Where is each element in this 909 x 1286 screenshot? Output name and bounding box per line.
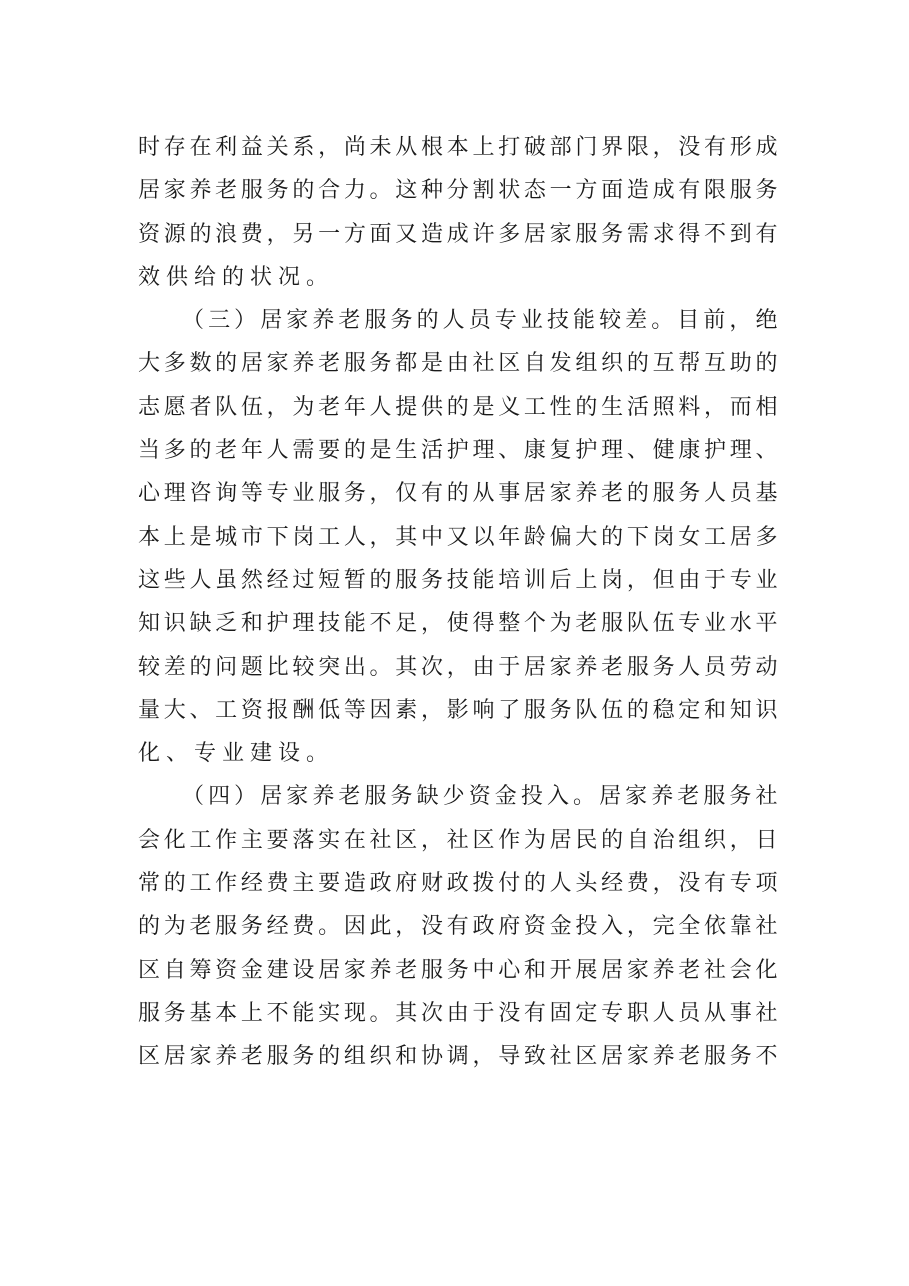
text-line: 本上是城市下岗工人，其中又以年龄偏大的下岗女工居多: [138, 524, 778, 550]
text-line: 区自筹资金建设居家养老服务中心和开展居家养老社会化: [138, 957, 778, 983]
text-line: 知识缺乏和护理技能不足，使得整个为老服队伍专业水平: [138, 611, 778, 637]
text-line: 这些人虽然经过短暂的服务技能培训后上岗，但由于专业: [138, 567, 778, 593]
text-line: 时存在利益关系，尚未从根本上打破部门界限，没有形成: [138, 135, 778, 160]
text-line: 志愿者队伍，为老年人提供的是义工性的生活照料，而相: [138, 394, 778, 420]
text-line: 居家养老服务的合力。这种分割状态一方面造成有限服务: [138, 178, 778, 204]
text-line: 常的工作经费主要造政府财政拨付的人头经费，没有专项: [138, 871, 778, 897]
text-line: 的为老服务经费。因此，没有政府资金投入，完全依靠社: [138, 914, 778, 940]
document-body: [138, 126, 778, 1079]
text-line: 会化工作主要落实在社区，社区作为居民的自治组织，日: [138, 827, 778, 853]
text-line: 当多的老年人需要的是生活护理、康复护理、健康护理、: [138, 438, 778, 464]
text-line: 心理咨询等专业服务，仅有的从事居家养老的服务人员基: [138, 481, 778, 507]
text-line: （三）居家养老服务的人员专业技能较差。目前，绝: [182, 308, 778, 334]
text-line: 资源的浪费，另一方面又造成许多居家服务需求得不到有: [138, 221, 778, 247]
text-line: 服务基本上不能实现。其次由于没有固定专职人员从事社: [138, 1000, 778, 1026]
text-line: 化、专业建设。: [138, 741, 335, 767]
text-line: （四）居家养老服务缺少资金投入。居家养老服务社: [182, 784, 778, 810]
text-line: 大多数的居家养老服务都是由社区自发组织的互帮互助的: [138, 351, 778, 377]
text-line: 区居家养老服务的组织和协调，导致社区居家养老服务不: [138, 1044, 778, 1070]
text-line: 较差的问题比较突出。其次，由于居家养老服务人员劳动: [138, 654, 778, 680]
text-line: 量大、工资报酬低等因素，影响了服务队伍的稳定和知识: [138, 697, 778, 723]
text-line: 效供给的状况。: [138, 264, 335, 290]
